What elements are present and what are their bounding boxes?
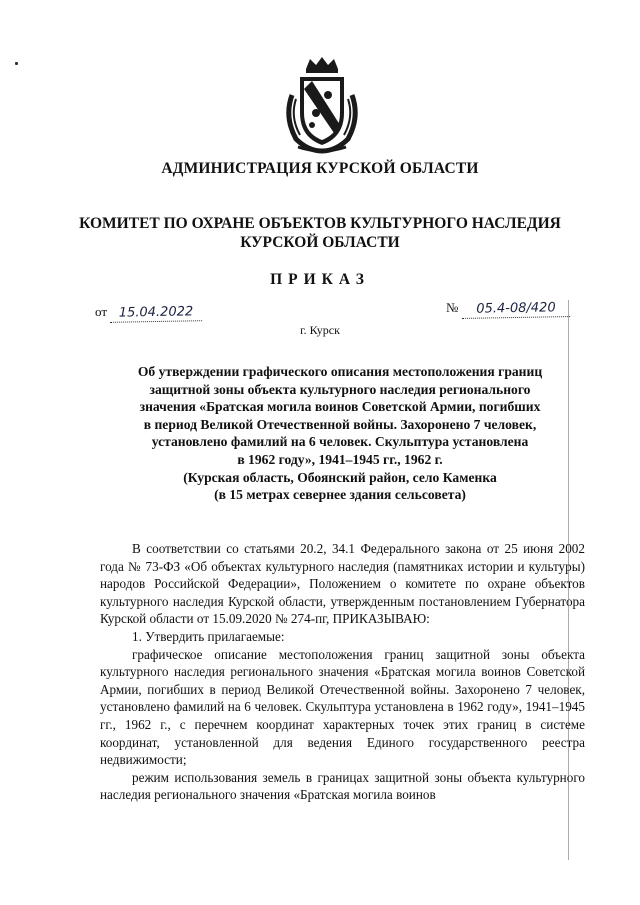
date-line [95, 304, 202, 322]
date-value: 15.04.2022 [110, 304, 202, 323]
subject-line: установлено фамилий на 6 человек. Скульптура установлена [151, 434, 529, 450]
body-paragraph: В соответствии со статьями 20.2, 34.1 Федерального закона от 25 июня 2002 года № 73-ФЗ «Об объектах культурного наследия (памятниках истории и культуры) народов Российской Федерации», Положением о комитете по охране объектов культурного наследия Курской области, утвержденным постановлением Губернатора Курской области от 15.09.2020 № 274-пг, ПРИКАЗЫВАЮ: [100, 541, 585, 627]
subject-line: Об утверждении графического описания местоположения границ [137, 364, 543, 379]
body-paragraph: графическое описание местоположения границ защитной зоны объекта культурного наследия регионального значения «Братская могила воинов Советской Армии, погибших в период Великой Отечественной войны. Захоронено 7 человек, установлено фамилий на 6 человек. Скульптура установлена в 1962 году», 1941–1945 гг., 1962 г., с перечнем координат характерных точек этих границ в системе координат, установленной для ведения Единого государственного реестра недвижимости; [100, 646, 585, 768]
number-line [446, 300, 570, 318]
body-paragraph: 1. Утвердить прилагаемые: [132, 628, 285, 644]
date-prefix: от [95, 304, 108, 319]
subject-line: в период Великой Отечественной войны. Захоронено 7 человек, [143, 416, 537, 432]
scan-dot [15, 62, 18, 65]
subject-line: значения «Братская могила воинов Советской Армии, погибших [139, 399, 541, 415]
subject-line: защитной зоны объекта культурного наследия регионального [149, 381, 531, 397]
subject-line: (Курская область, Обоянский район, село Каменка [183, 469, 497, 485]
body-paragraph: режим использования земель в границах защитной зоны объекта культурного наследия регионального значения «Братская могила воинов [100, 769, 585, 803]
subject-block [100, 363, 580, 504]
number-value: 05.4-08/420 [462, 300, 570, 319]
city: г. Курск [300, 323, 340, 337]
document-type: ПРИКАЗ [270, 271, 370, 288]
kursk-coat-of-arms-icon [282, 55, 362, 155]
committee-name: КОМИТЕТ ПО ОХРАНЕ ОБЪЕКТОВ КУЛЬТУРНОГО НАСЛЕДИЯ КУРСКОЙ ОБЛАСТИ [79, 215, 561, 251]
organization-name: АДМИНИСТРАЦИЯ КУРСКОЙ ОБЛАСТИ [161, 160, 479, 177]
body-text [100, 540, 585, 804]
number-prefix: № [446, 300, 459, 315]
subject-line: (в 15 метрах севернее здания сельсовета) [214, 487, 466, 503]
scan-artifact-line [568, 300, 569, 860]
subject-line: в 1962 году», 1941–1945 гг., 1962 г. [237, 451, 443, 467]
